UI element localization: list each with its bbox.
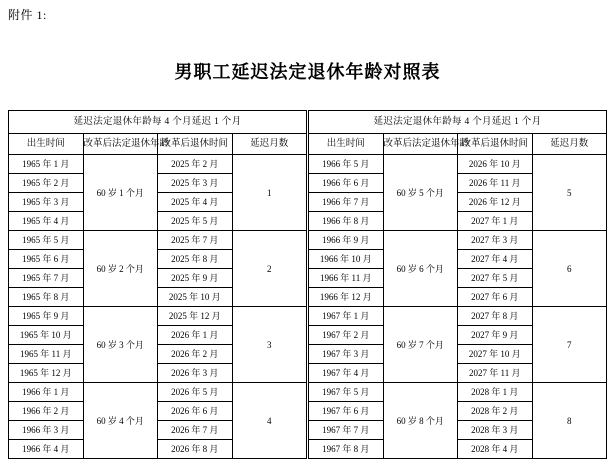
column-header-birth: 出生时间 <box>309 134 384 155</box>
column-header-delay: 延迟月数 <box>532 134 607 155</box>
cell-new-retire-date: 2025 年 5 月 <box>158 212 233 231</box>
group-header-right: 延迟法定退休年龄每 4 个月延迟 1 个月 <box>309 111 607 134</box>
cell-new-retire-date: 2028 年 4 月 <box>458 440 533 459</box>
table-body-left <box>9 155 307 459</box>
cell-new-retire-date: 2025 年 10 月 <box>158 288 233 307</box>
cell-birth: 1966 年 6 月 <box>309 174 384 193</box>
cell-new-retire-date: 2027 年 6 月 <box>458 288 533 307</box>
column-header-new-date: 改革后退休时间 <box>158 134 233 155</box>
cell-new-retire-date: 2027 年 5 月 <box>458 269 533 288</box>
cell-new-retire-date: 2025 年 12 月 <box>158 307 233 326</box>
cell-delay-months: 5 <box>532 155 607 231</box>
cell-birth: 1965 年 11 月 <box>9 345 84 364</box>
table-column-header-row <box>9 134 307 155</box>
table-row <box>309 383 607 402</box>
cell-new-age: 60 岁 6 个月 <box>383 231 458 307</box>
cell-birth: 1965 年 3 月 <box>9 193 84 212</box>
cell-birth: 1966 年 1 月 <box>9 383 84 402</box>
cell-birth: 1967 年 2 月 <box>309 326 384 345</box>
cell-new-age: 60 岁 7 个月 <box>383 307 458 383</box>
cell-birth: 1966 年 11 月 <box>309 269 384 288</box>
cell-birth: 1965 年 4 月 <box>9 212 84 231</box>
cell-new-age: 60 岁 8 个月 <box>383 383 458 459</box>
cell-new-age: 60 岁 4 个月 <box>83 383 158 459</box>
table-group-header-row <box>309 111 607 134</box>
cell-birth: 1967 年 7 月 <box>309 421 384 440</box>
cell-delay-months: 6 <box>532 231 607 307</box>
cell-birth: 1965 年 2 月 <box>9 174 84 193</box>
cell-new-retire-date: 2025 年 8 月 <box>158 250 233 269</box>
table-row <box>9 383 307 402</box>
cell-birth: 1966 年 10 月 <box>309 250 384 269</box>
table-body-right <box>309 155 607 459</box>
cell-birth: 1965 年 1 月 <box>9 155 84 174</box>
cell-new-retire-date: 2026 年 11 月 <box>458 174 533 193</box>
cell-birth: 1967 年 4 月 <box>309 364 384 383</box>
cell-birth: 1965 年 6 月 <box>9 250 84 269</box>
table-group-header-row <box>9 111 307 134</box>
cell-new-retire-date: 2027 年 9 月 <box>458 326 533 345</box>
cell-birth: 1966 年 12 月 <box>309 288 384 307</box>
retirement-table-left <box>8 110 307 459</box>
cell-delay-months: 3 <box>232 307 307 383</box>
column-header-new-age: 改革后法定退休年龄 <box>83 134 158 155</box>
table-row <box>309 231 607 250</box>
column-header-new-date: 改革后退休时间 <box>458 134 533 155</box>
cell-birth: 1965 年 8 月 <box>9 288 84 307</box>
attachment-label: 附件 1: <box>8 8 47 22</box>
column-header-new-age: 改革后法定退休年龄 <box>383 134 458 155</box>
cell-delay-months: 7 <box>532 307 607 383</box>
cell-birth: 1966 年 5 月 <box>309 155 384 174</box>
table-row <box>9 155 307 174</box>
cell-birth: 1966 年 9 月 <box>309 231 384 250</box>
cell-new-retire-date: 2026 年 5 月 <box>158 383 233 402</box>
cell-birth: 1965 年 7 月 <box>9 269 84 288</box>
cell-new-retire-date: 2025 年 3 月 <box>158 174 233 193</box>
cell-delay-months: 1 <box>232 155 307 231</box>
cell-new-retire-date: 2026 年 2 月 <box>158 345 233 364</box>
cell-new-retire-date: 2027 年 1 月 <box>458 212 533 231</box>
cell-new-age: 60 岁 3 个月 <box>83 307 158 383</box>
cell-new-retire-date: 2026 年 10 月 <box>458 155 533 174</box>
cell-birth: 1966 年 8 月 <box>309 212 384 231</box>
cell-birth: 1966 年 4 月 <box>9 440 84 459</box>
cell-new-retire-date: 2025 年 4 月 <box>158 193 233 212</box>
cell-delay-months: 4 <box>232 383 307 459</box>
cell-new-retire-date: 2026 年 7 月 <box>158 421 233 440</box>
cell-birth: 1966 年 2 月 <box>9 402 84 421</box>
cell-birth: 1966 年 3 月 <box>9 421 84 440</box>
cell-new-age: 60 岁 2 个月 <box>83 231 158 307</box>
cell-birth: 1965 年 9 月 <box>9 307 84 326</box>
cell-birth: 1967 年 8 月 <box>309 440 384 459</box>
cell-birth: 1966 年 7 月 <box>309 193 384 212</box>
cell-birth: 1965 年 12 月 <box>9 364 84 383</box>
cell-birth: 1967 年 5 月 <box>309 383 384 402</box>
column-header-birth: 出生时间 <box>9 134 84 155</box>
column-header-delay: 延迟月数 <box>232 134 307 155</box>
table-row <box>309 155 607 174</box>
comparison-tables <box>8 110 607 459</box>
cell-new-retire-date: 2026 年 1 月 <box>158 326 233 345</box>
retirement-table-right <box>308 110 607 459</box>
cell-new-retire-date: 2028 年 1 月 <box>458 383 533 402</box>
cell-new-retire-date: 2027 年 11 月 <box>458 364 533 383</box>
cell-new-retire-date: 2026 年 8 月 <box>158 440 233 459</box>
cell-new-retire-date: 2028 年 2 月 <box>458 402 533 421</box>
cell-birth: 1965 年 10 月 <box>9 326 84 345</box>
table-row <box>9 231 307 250</box>
cell-new-age: 60 岁 1 个月 <box>83 155 158 231</box>
cell-birth: 1967 年 6 月 <box>309 402 384 421</box>
cell-new-retire-date: 2027 年 10 月 <box>458 345 533 364</box>
cell-birth: 1967 年 1 月 <box>309 307 384 326</box>
cell-new-retire-date: 2026 年 3 月 <box>158 364 233 383</box>
cell-delay-months: 8 <box>532 383 607 459</box>
cell-birth: 1967 年 3 月 <box>309 345 384 364</box>
cell-new-retire-date: 2025 年 7 月 <box>158 231 233 250</box>
cell-new-retire-date: 2028 年 3 月 <box>458 421 533 440</box>
cell-new-retire-date: 2025 年 9 月 <box>158 269 233 288</box>
cell-birth: 1965 年 5 月 <box>9 231 84 250</box>
cell-new-retire-date: 2027 年 4 月 <box>458 250 533 269</box>
cell-new-retire-date: 2027 年 3 月 <box>458 231 533 250</box>
page-title: 男职工延迟法定退休年龄对照表 <box>174 62 441 82</box>
cell-new-retire-date: 2027 年 8 月 <box>458 307 533 326</box>
cell-new-retire-date: 2026 年 6 月 <box>158 402 233 421</box>
table-row <box>309 307 607 326</box>
cell-new-retire-date: 2026 年 12 月 <box>458 193 533 212</box>
table-column-header-row <box>309 134 607 155</box>
cell-delay-months: 2 <box>232 231 307 307</box>
cell-new-age: 60 岁 5 个月 <box>383 155 458 231</box>
group-header-left: 延迟法定退休年龄每 4 个月延迟 1 个月 <box>9 111 307 134</box>
table-row <box>9 307 307 326</box>
cell-new-retire-date: 2025 年 2 月 <box>158 155 233 174</box>
